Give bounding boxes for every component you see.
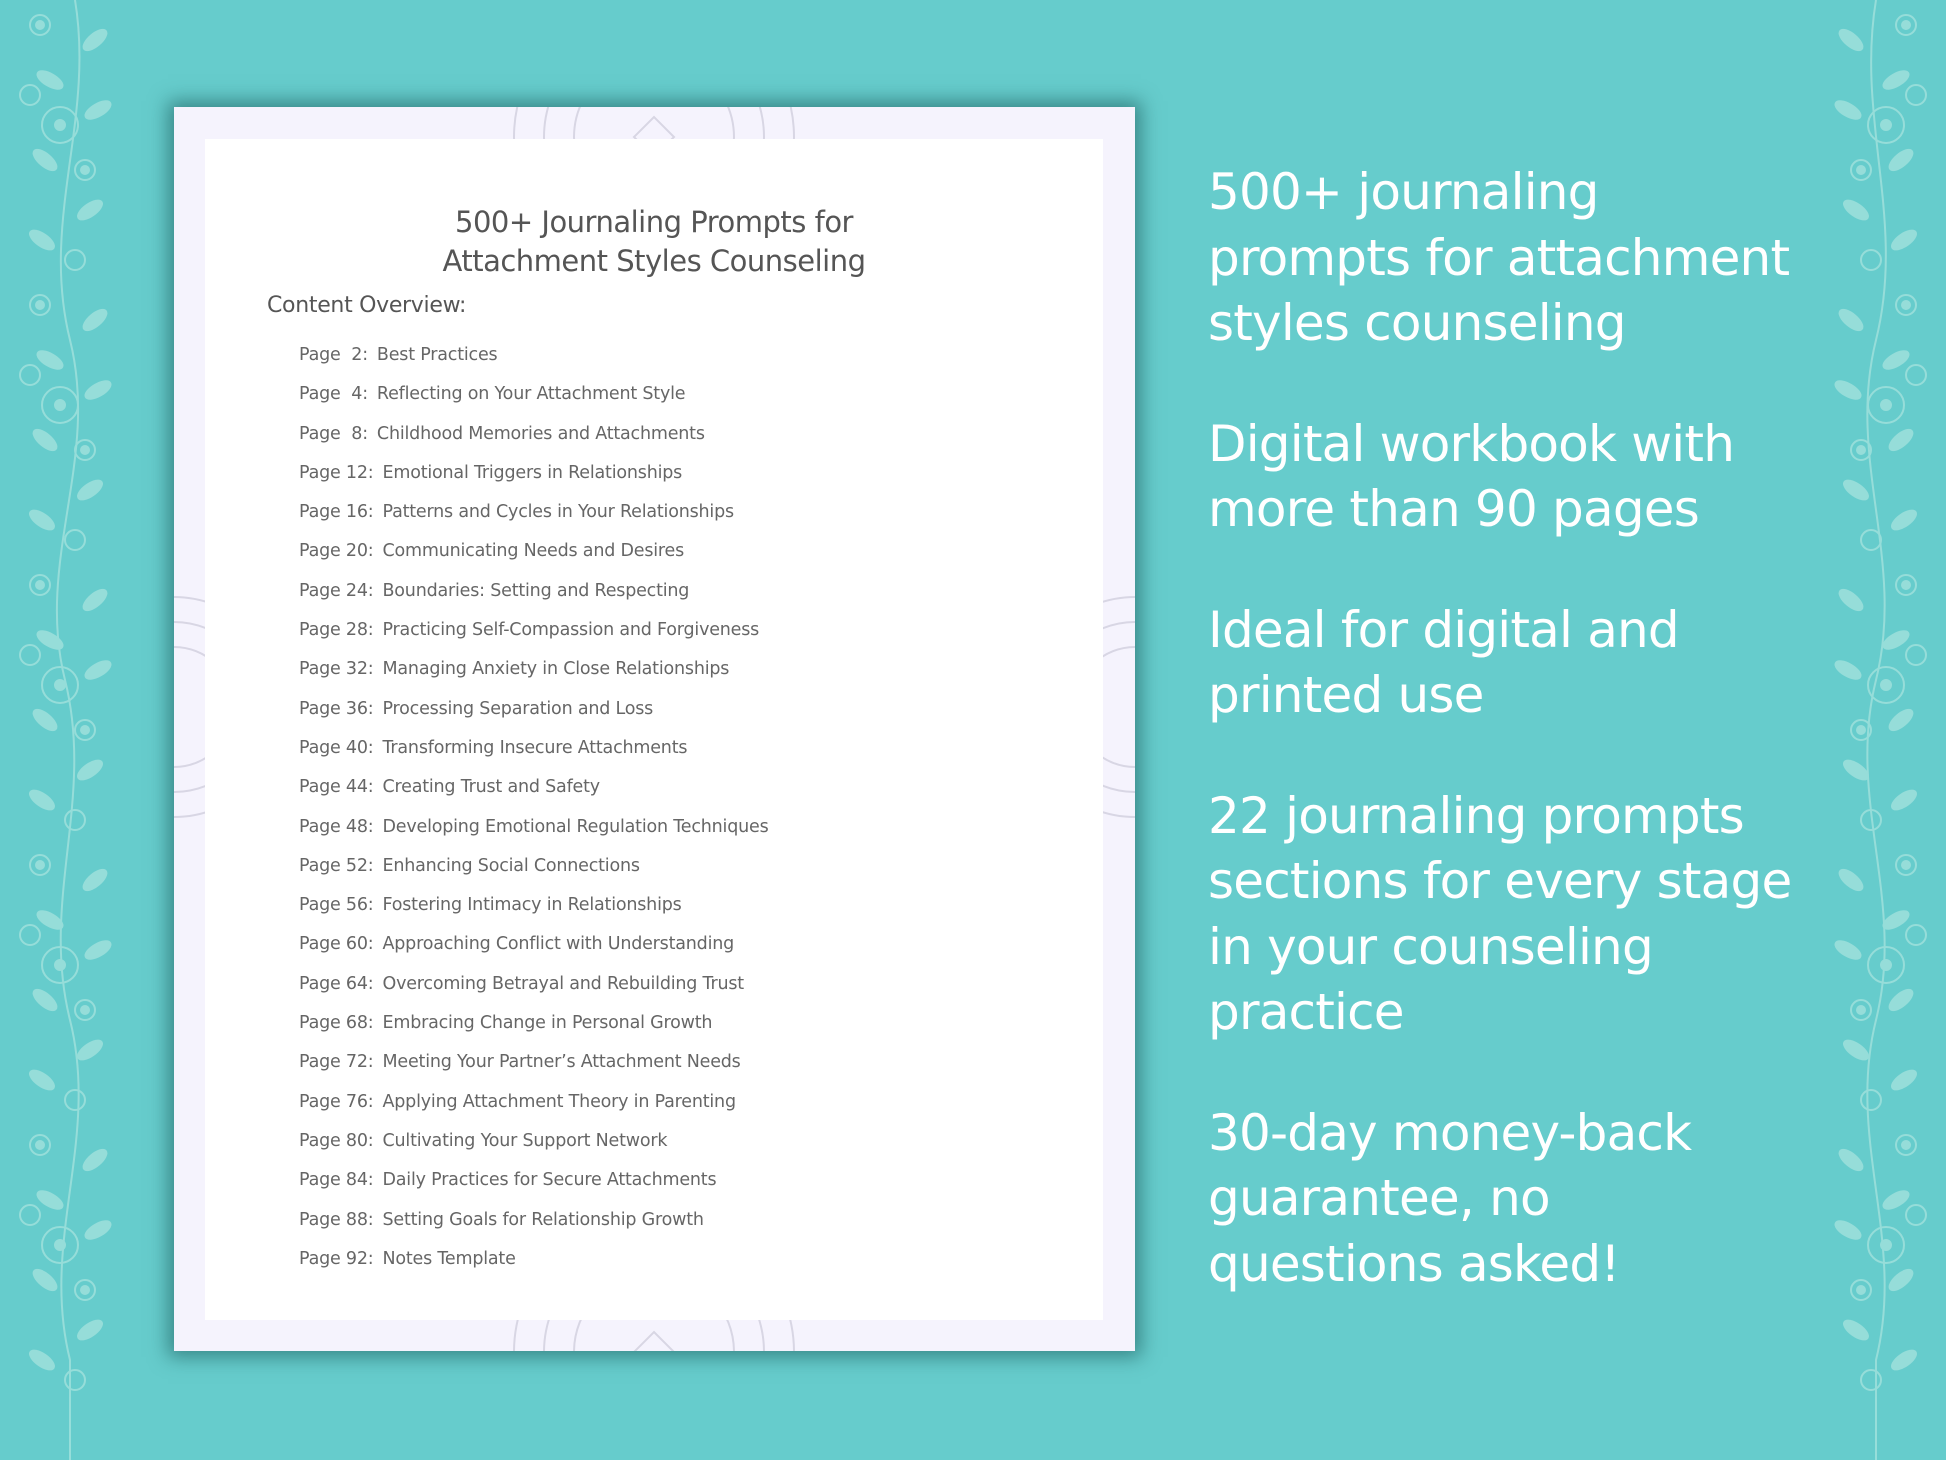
toc-page-number: Page 32: (299, 659, 374, 680)
toc-title: Setting Goals for Relationship Growth (382, 1209, 704, 1230)
feature-line: 22 journaling prompts (1208, 786, 1744, 845)
toc-item (299, 342, 769, 381)
toc-page-number: Page 52: (299, 855, 374, 876)
document-title (205, 203, 1103, 281)
toc-page-number: Page 72: (299, 1052, 374, 1073)
toc-item (299, 735, 769, 774)
feature-line: practice (1208, 983, 1404, 1041)
toc-title: Meeting Your Partner’s Attachment Needs (382, 1052, 741, 1073)
document-page-preview (174, 107, 1135, 1351)
toc-page-number: Page 48: (299, 816, 374, 837)
toc-page-number: Page 40: (299, 737, 374, 758)
toc-page-number: Page 84: (299, 1170, 374, 1191)
toc-title: Notes Template (382, 1248, 516, 1269)
document-title-line-2: Attachment Styles Counseling (442, 244, 866, 279)
toc-title: Reflecting on Your Attachment Style (376, 384, 686, 405)
toc-page-number: Page 36: (299, 698, 374, 719)
feature-line: printed use (1208, 666, 1484, 724)
feature-line: prompts for attachment (1208, 228, 1790, 287)
toc-title: Childhood Memories and Attachments (376, 423, 705, 444)
toc-title: Cultivating Your Support Network (382, 1130, 668, 1151)
floral-vine-left-decoration (0, 0, 150, 1460)
feature-line: Digital workbook with (1208, 414, 1735, 473)
toc-title: Approaching Conflict with Understanding (382, 934, 735, 955)
toc-item (299, 460, 769, 499)
toc-item (299, 696, 769, 735)
toc-page-number: Page 68: (299, 1013, 374, 1034)
toc-page-number: Page 20: (299, 541, 374, 562)
toc-item (299, 1049, 769, 1088)
feature-sections (1208, 784, 1848, 1046)
toc-title: Managing Anxiety in Close Relationships (382, 659, 730, 680)
toc-item (299, 656, 769, 695)
feature-line: guarantee, no (1208, 1169, 1550, 1227)
toc-page-number: Page 16: (299, 502, 374, 523)
toc-title: Communicating Needs and Desires (382, 541, 685, 562)
feature-usage (1208, 598, 1848, 729)
toc-item (299, 971, 769, 1010)
toc-page-number: Page 80: (299, 1130, 374, 1151)
feature-line: questions asked! (1208, 1234, 1620, 1293)
toc-title: Creating Trust and Safety (382, 777, 600, 798)
feature-line: styles counseling (1208, 294, 1626, 352)
toc-page-number: Page 56: (299, 895, 374, 916)
toc-item (299, 1167, 769, 1206)
toc-page-number: Page 28: (299, 620, 374, 641)
toc-title: Boundaries: Setting and Respecting (382, 580, 690, 601)
toc-item (299, 892, 769, 931)
toc-page-number: Page 88: (299, 1209, 374, 1230)
toc-title: Transforming Insecure Attachments (382, 737, 688, 758)
toc-title: Practicing Self-Compassion and Forgiveness (382, 620, 760, 641)
feature-list (1208, 160, 1848, 1352)
feature-line: Ideal for digital and (1208, 600, 1679, 659)
toc-page-number: Page 4: (299, 384, 368, 405)
toc-title: Embracing Change in Personal Growth (382, 1013, 713, 1034)
toc-title: Fostering Intimacy in Relationships (382, 895, 682, 916)
toc-page-number: Page 8: (299, 423, 368, 444)
toc-page-number: Page 44: (299, 777, 374, 798)
feature-line: in your counseling (1208, 917, 1653, 976)
toc-page-number: Page 64: (299, 973, 374, 994)
toc-title: Applying Attachment Theory in Parenting (382, 1091, 736, 1112)
feature-guarantee (1208, 1101, 1848, 1298)
toc-title: Emotional Triggers in Relationships (382, 462, 683, 483)
toc-title: Processing Separation and Loss (382, 698, 654, 719)
feature-line: sections for every stage (1208, 852, 1792, 910)
toc-title: Developing Emotional Regulation Techniques (382, 816, 769, 837)
toc-item (299, 1010, 769, 1049)
feature-line: 30-day money-back (1208, 1103, 1692, 1162)
toc-item (299, 538, 769, 577)
toc-title: Overcoming Betrayal and Rebuilding Trust (382, 973, 744, 994)
toc-item (299, 578, 769, 617)
toc-title: Enhancing Social Connections (382, 855, 640, 876)
content-overview-label: Content Overview: (267, 293, 467, 318)
toc-title: Patterns and Cycles in Your Relationships (382, 502, 734, 523)
toc-item (299, 853, 769, 892)
toc-page-number: Page 60: (299, 934, 374, 955)
toc-item (299, 814, 769, 853)
feature-line: more than 90 pages (1208, 480, 1699, 538)
toc-item (299, 421, 769, 460)
toc-item (299, 1128, 769, 1167)
feature-line: 500+ journaling (1208, 163, 1599, 221)
toc-title: Best Practices (376, 345, 498, 365)
document-title-line-1: 500+ Journaling Prompts for (455, 205, 853, 240)
toc-page-number: Page 12: (299, 462, 374, 483)
toc-item (299, 499, 769, 538)
toc-page-number: Page 76: (299, 1091, 374, 1112)
toc-item (299, 1246, 769, 1285)
toc-page-number: Page 2: (299, 345, 368, 365)
table-of-contents (299, 342, 769, 1285)
toc-item (299, 931, 769, 970)
toc-page-number: Page 92: (299, 1248, 374, 1269)
feature-prompts-count (1208, 160, 1848, 357)
toc-item (299, 381, 769, 420)
toc-title: Daily Practices for Secure Attachments (382, 1170, 717, 1191)
toc-item (299, 1207, 769, 1246)
toc-item (299, 617, 769, 656)
toc-item (299, 774, 769, 813)
toc-item (299, 1089, 769, 1128)
toc-page-number: Page 24: (299, 580, 374, 601)
page-content-area (205, 139, 1103, 1320)
feature-page-count (1208, 412, 1848, 543)
